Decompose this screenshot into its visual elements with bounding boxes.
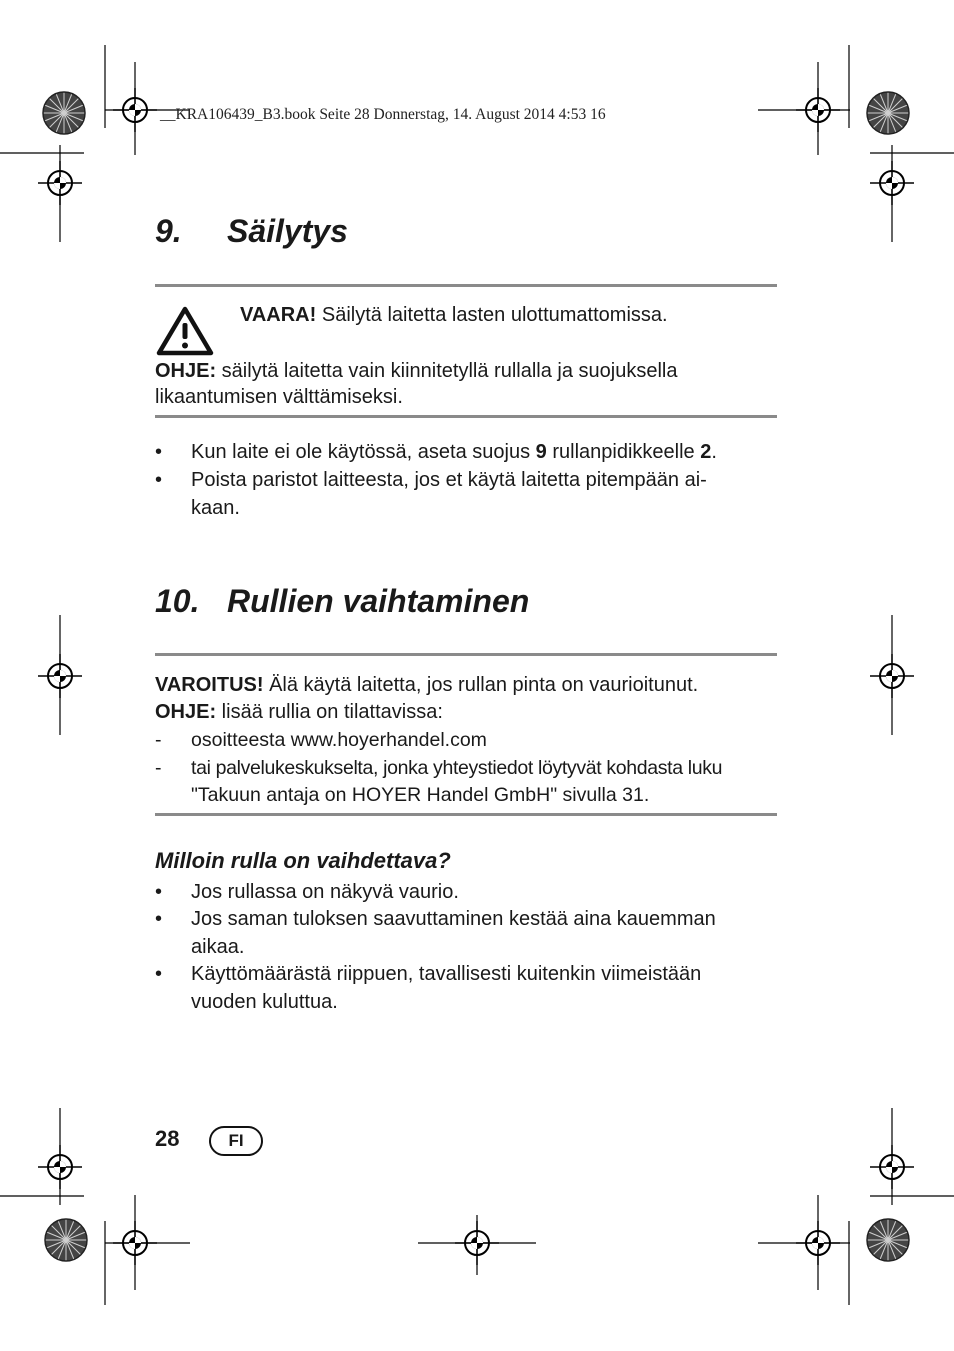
bullet-list: • Jos rullassa on näkyvä vaurio. • Jos saman tuloksen saavuttaminen kestää aina kauemman aikaa. • Käyttömäärästä riippuen, tavallisesti kuitenkin viimeistään vuoden kuluttua.: [155, 878, 785, 1023]
page-number: 28: [155, 1126, 180, 1151]
bullet-list: • Kun laite ei ole käytössä, aseta suojus 9 rullanpidikkeelle 2. • Poista paristot laitteesta, jos et käytä laitetta pitempään ai- kaan.: [155, 438, 785, 528]
caution-label: VAROITUS!: [155, 674, 264, 696]
divider: [155, 813, 777, 816]
dash: -: [155, 729, 162, 751]
note-label: OHJE:: [155, 360, 217, 382]
section-number: 10.: [155, 583, 200, 619]
warning-label: VAARA!: [240, 304, 317, 326]
subheading: Milloin rulla on vaihdettava?: [155, 848, 451, 873]
dash-list: - osoitteesta www.hoyerhandel.com - tai palvelukeskukselta, jonka yhteystiedot löytyvät kohdasta luku "Takuun antaja on HOYER Handel GmbH" sivulla 31.: [155, 726, 785, 811]
note-label: OHJE:: [155, 701, 217, 723]
print-header: __KRA106439_B3.book Seite 28 Donnerstag, 14. August 2014 4:53 16: [160, 106, 606, 123]
section-heading: [155, 583, 529, 620]
section-heading: [155, 213, 348, 250]
dash: -: [155, 757, 162, 779]
divider: [155, 653, 777, 656]
note-text-cont: likaantumisen välttämiseksi.: [155, 386, 403, 408]
bullet: •: [155, 963, 163, 985]
warning-triangle-icon: [156, 306, 214, 356]
divider: [155, 284, 777, 287]
bullet: •: [155, 881, 163, 903]
language-badge: FI: [209, 1126, 263, 1156]
section-title: Säilytys: [227, 213, 348, 249]
warning-text: VAARA! Säilytä laitetta lasten ulottumattomissa.: [240, 304, 668, 326]
caution-text: VAROITUS! Älä käytä laitetta, jos rullan pinta on vaurioitunut.: [155, 674, 699, 696]
bullet: •: [155, 469, 163, 491]
section-number: 9.: [155, 213, 182, 249]
bullet: •: [155, 908, 163, 930]
divider: [155, 415, 777, 418]
note-text: OHJE: säilytä laitetta vain kiinnitetyllä rullalla ja suojuksella: [155, 360, 678, 382]
section-title: Rullien vaihtaminen: [227, 583, 530, 619]
bullet: •: [155, 441, 163, 463]
note-text: OHJE: lisää rullia on tilattavissa:: [155, 701, 443, 723]
